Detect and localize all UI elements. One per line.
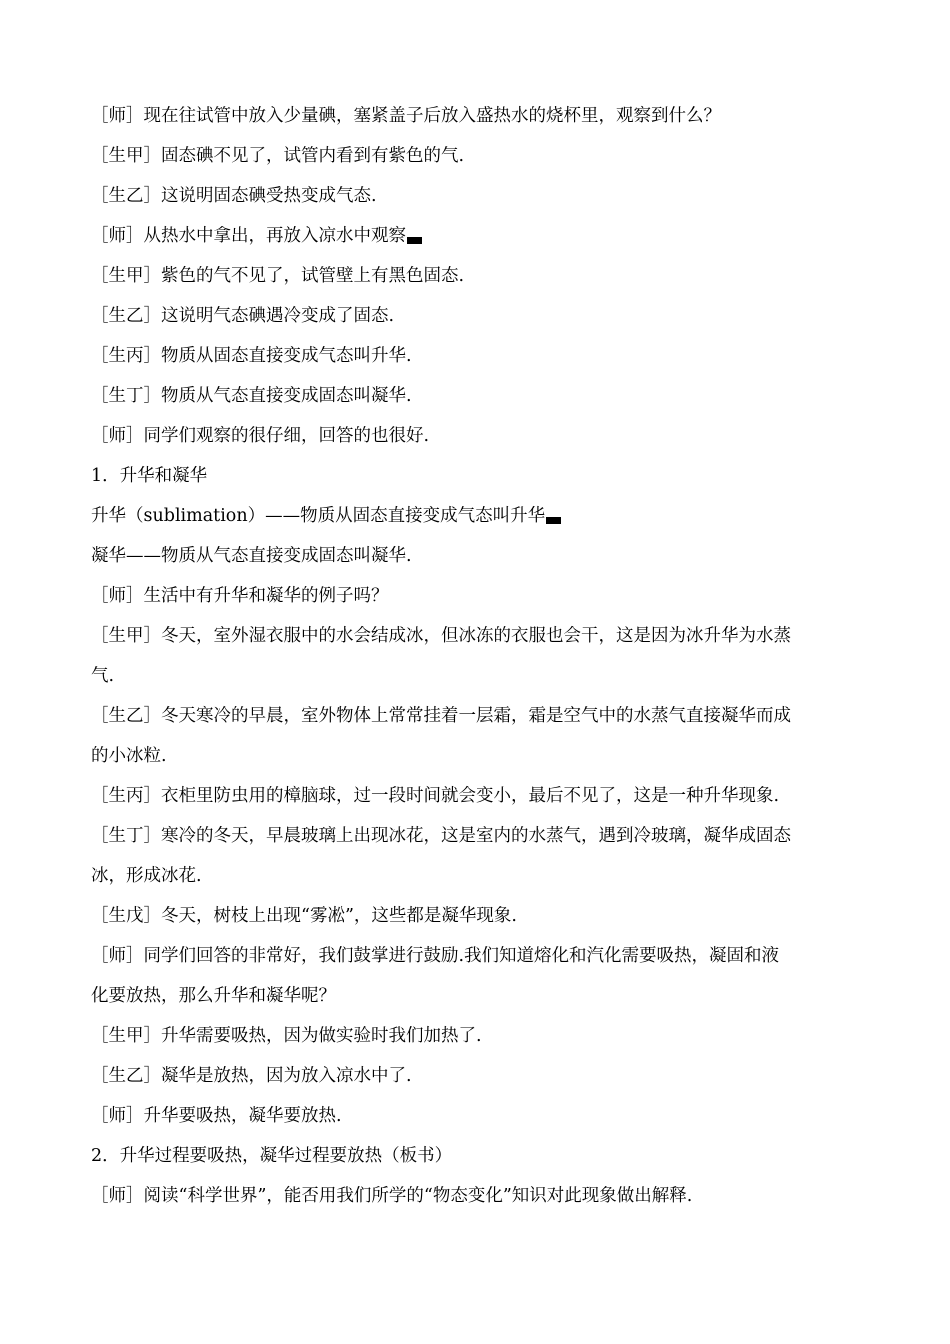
dialogue-line: ［生丙］物质从固态直接变成气态叫升华. <box>91 346 412 366</box>
dialogue-line: ［生甲］紫色的气不见了，试管壁上有黑色固态. <box>91 266 465 286</box>
dialogue-line: ［生甲］冬天，室外湿衣服中的水会结成冰，但冰冻的衣服也会干，这是因为冰升华为水蒸 <box>91 626 791 646</box>
ellipsis-mark-icon <box>546 517 561 524</box>
definition-line <box>91 496 862 536</box>
dialogue-line: ［师］升华要吸热，凝华要放热. <box>91 1106 342 1126</box>
definition-line: 凝华——物质从气态直接变成固态叫凝华. <box>91 546 412 566</box>
dialogue-line: ［生乙］这说明气态碘遇冷变成了固态. <box>91 306 395 326</box>
dialogue-line-continued: 化要放热，那么升华和凝华呢？ <box>91 986 336 1006</box>
dialogue-line: ［生戊］冬天，树枝上出现“雾凇”，这些都是凝华现象. <box>91 906 517 926</box>
dialogue-line: ［生乙］凝华是放热，因为放入凉水中了. <box>91 1066 412 1086</box>
dialogue-line-continued: 气. <box>91 666 115 686</box>
dialogue-line-continued: 冰，形成冰花. <box>91 866 202 886</box>
dialogue-line: ［生丙］衣柜里防虫用的樟脑球，过一段时间就会变小，最后不见了，这是一种升华现象. <box>91 786 780 806</box>
dialogue-line: ［生甲］固态碘不见了，试管内看到有紫色的气. <box>91 146 465 166</box>
section-heading: 2．升华过程要吸热，凝华过程要放热（板书） <box>91 1146 453 1166</box>
dialogue-line <box>91 216 862 256</box>
dialogue-text: ［师］从热水中拿出，再放入凉水中观察 <box>91 226 406 246</box>
dialogue-line: ［生甲］升华需要吸热，因为做实验时我们加热了. <box>91 1026 482 1046</box>
dialogue-line: ［生乙］这说明固态碘受热变成气态. <box>91 186 377 206</box>
dialogue-line: ［生丁］物质从气态直接变成固态叫凝华. <box>91 386 412 406</box>
dialogue-line: ［师］同学们观察的很仔细，回答的也很好. <box>91 426 430 446</box>
dialogue-line: ［师］同学们回答的非常好，我们鼓掌进行鼓励.我们知道熔化和汽化需要吸热，凝固和液 <box>91 946 780 966</box>
dialogue-line: ［师］生活中有升华和凝华的例子吗？ <box>91 586 389 606</box>
dialogue-line: ［师］现在往试管中放入少量碘，塞紧盖子后放入盛热水的烧杯里，观察到什么？ <box>91 106 721 126</box>
dialogue-line: ［生丁］寒冷的冬天，早晨玻璃上出现冰花，这是室内的水蒸气，遇到冷玻璃，凝华成固态 <box>91 826 791 846</box>
dialogue-line: ［生乙］冬天寒冷的早晨，室外物体上常常挂着一层霜，霜是空气中的水蒸气直接凝华而成 <box>91 706 791 726</box>
ellipsis-mark-icon <box>407 237 422 244</box>
dialogue-line: ［师］阅读“科学世界”，能否用我们所学的“物态变化”知识对此现象做出解释. <box>91 1186 693 1206</box>
dialogue-line-continued: 的小冰粒. <box>91 746 167 766</box>
definition-text: 升华（sublimation）——物质从固态直接变成气态叫升华 <box>91 506 546 526</box>
section-heading: 1．升华和凝华 <box>91 466 208 486</box>
